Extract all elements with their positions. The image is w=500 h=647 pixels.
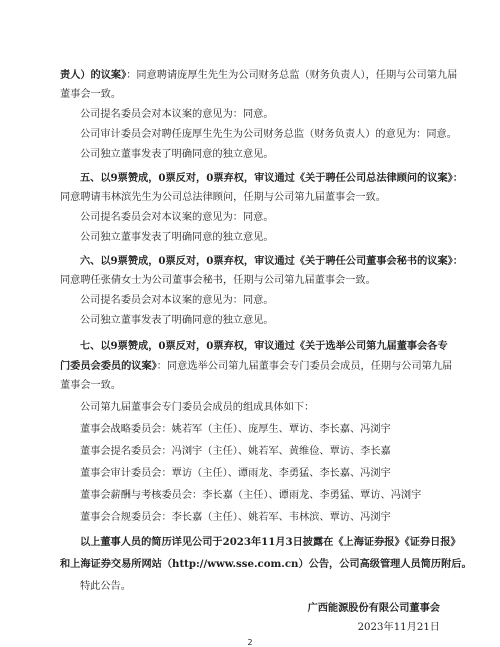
paragraph-line: 董事会一致。 <box>60 89 122 100</box>
committee-list-item: 董事会合规委员会：李长嘉（主任）、姚若军、韦林滨、覃访、冯浏宇 <box>80 512 391 523</box>
paragraph-line: 同意聘请韦林滨先生为公司总法律顾问，任期与公司第九届董事会一致。 <box>60 192 386 203</box>
committee-list-item: 董事会薪酬与考核委员会：李长嘉（主任）、谭雨龙、李勇猛、覃访、冯浏宇 <box>80 490 422 501</box>
paragraph-line: 责人）的议案》：同意聘请庞厚生先生为公司财务总监（财务负责人），任期与公司第九届 <box>60 69 458 81</box>
paragraph-line: 同意聘任张倩女士为公司董事会秘书，任期与公司第九届董事会一致。 <box>60 275 376 286</box>
paragraph-line: 特此公告。 <box>80 581 131 592</box>
paragraph-line: 公司独立董事发表了明确同意的独立意见。 <box>80 315 274 326</box>
signature-date: 2023年11月21日 <box>357 622 440 633</box>
paragraph-line: 公司提名委员会对本议案的意见为：同意。 <box>80 295 274 306</box>
paragraph-line: 门委员会委员的议案》：同意选举公司第九届董事会专门委员会成员，任期与公司第九届 <box>60 360 453 372</box>
paragraph-line: 公司独立董事发表了明确同意的独立意见。 <box>80 149 274 160</box>
paragraph-line: 公司提名委员会对本议案的意见为：同意。 <box>80 109 274 120</box>
signature-company: 广西能源股份有限公司董事会 <box>307 602 440 614</box>
resolution-heading: 五、以9票赞成，0票反对，0票弃权，审议通过《关于聘任公司总法律顾问的议案》： <box>80 172 463 184</box>
resolution-heading: 六、以9票赞成，0票反对，0票弃权，审议通过《关于聘任公司董事会秘书的议案》： <box>80 255 463 267</box>
committee-list-item: 董事会审计委员会：覃访（主任）、谭雨龙、李勇猛、李长嘉、冯浏宇 <box>80 468 391 479</box>
paragraph-line: 公司独立董事发表了明确同意的独立意见。 <box>80 232 274 243</box>
resolution-title-tail: 责人）的议案》 <box>60 69 127 81</box>
resolution-heading: 七、以9票赞成，0票反对，0票弃权，审议通过《关于选举公司第九届董事会各专 <box>80 340 448 352</box>
page-number: 2 <box>247 638 253 647</box>
committee-list-item: 董事会提名委员会：冯浏宇（主任）、姚若军、黄维俭、覃访、李长嘉 <box>80 446 391 457</box>
paragraph-line: 董事会一致。 <box>60 380 122 391</box>
paragraph-line: 公司第九届董事会专门委员会成员的组成具体如下： <box>80 402 315 413</box>
paragraph-line: 公司提名委员会对本议案的意见为：同意。 <box>80 212 274 223</box>
committee-list-item: 董事会战略委员会：姚若军（主任）、庞厚生、覃访、李长嘉、冯浏宇 <box>80 424 391 435</box>
paragraph-line: 公司审计委员会对聘任庞厚生先生为公司财务总监（财务负责人）的意见为：同意。 <box>80 129 457 140</box>
paragraph-line: 和上海证券交易所网站（http://www.sse.com.cn）公告，公司高级管理人员简历附后。 <box>60 558 472 570</box>
paragraph-line: 以上董事人员的简历详见公司于2023年11月3日披露在《上海证券报》《证券日报》 <box>80 536 461 548</box>
